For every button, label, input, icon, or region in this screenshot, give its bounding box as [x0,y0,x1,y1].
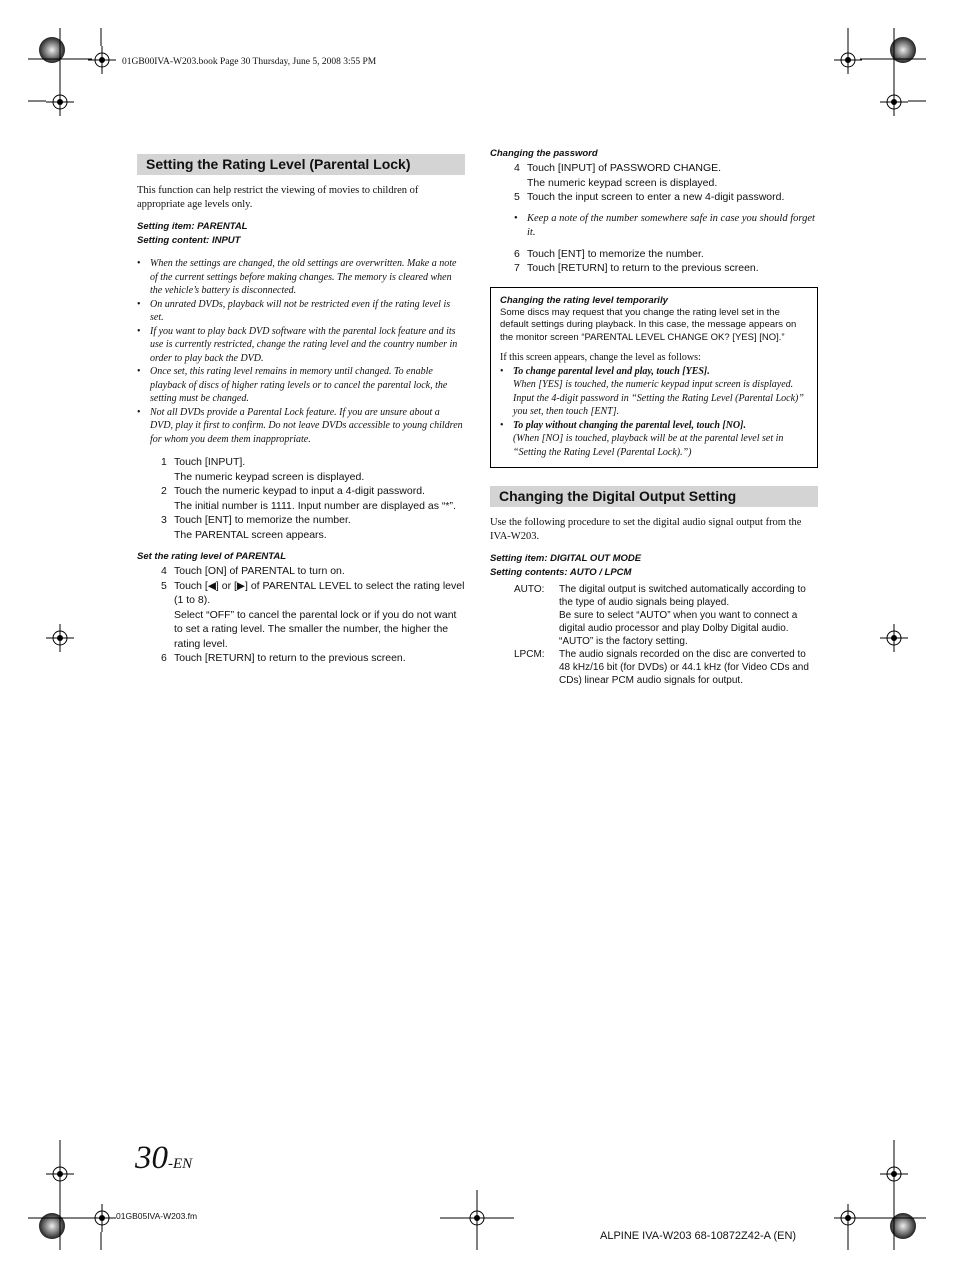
parental-setting-content: Setting content: INPUT [137,235,241,246]
step-number: 2 [161,485,167,497]
digital-setting-item: Setting item: DIGITAL OUT MODE [490,553,642,565]
step-item [490,247,818,262]
note-item: • If you want to play back DVD software with the parental lock feature and its use is currently restricted, change the rating level and the country number in order to play back the DVD. [137,325,465,366]
step-number: 3 [161,514,167,526]
no-option-title: To play without changing the parental level, touch [NO]. [513,419,746,431]
right-column [490,147,818,687]
option-desc-line: The audio signals recorded on the disc are converted to 48 kHz/16 bit (for DVDs) or 44.1 kHz (for Video CDs and CDs) linear PCM audio signals for output. [559,649,809,687]
step-text: Touch [ON] of PARENTAL to turn on. [174,565,345,577]
step-number: 5 [514,191,520,203]
step-number: 7 [514,262,520,274]
step-number: 1 [161,456,167,468]
step-subtext: The initial number is 1111. Input number are displayed as “*”. [174,499,456,512]
option-desc [559,583,818,648]
step-number: 4 [161,565,167,577]
step-item [137,455,465,484]
step-text: Touch [INPUT]. [174,456,246,468]
yes-option-text: When [YES] is touched, the numeric keypad input screen is displayed. Input the 4-digit password in “Setting the Rating Level (Parental Lock)” you set, then touch [ENT]. [513,379,804,418]
step-text: Touch [ENT] to memorize the number. [174,514,351,526]
step-number: 6 [514,247,520,260]
no-option-text: (When [NO] is touched, playback will be at the parental level set in “Setting the Rating Level (Parental Lock).”) [513,433,784,458]
step-text: Touch the input screen to enter a new 4-digit password. [527,191,785,203]
parental-setting-item: Setting item: PARENTAL [137,221,248,232]
temp-box-title: Changing the rating level temporarily [500,294,668,306]
temporary-change-box [490,287,818,469]
temp-box-text: Some discs may request that you change the rating level set in the default settings during playback. In this case, the message appears on the monitor screen “PARENTAL LEVEL CHANGE OK? [YES] [NO].” [500,306,797,343]
step-item [137,484,465,513]
option-term: AUTO: [514,584,545,596]
step-number: 6 [161,652,167,664]
option-row-lpcm [490,648,818,687]
step-text: Touch [◀] or [▶] of PARENTAL LEVEL to select the rating level (1 to 8). [174,579,465,606]
parental-steps-input [137,455,465,542]
starburst-icon [39,1213,65,1239]
step-number: 5 [161,579,167,592]
password-subhead: Changing the password [490,148,598,159]
note-item: • Not all DVDs provide a Parental Lock feature. If you are unsure about a DVD, play it first to confirm. Do not leave DVDs accessible to young children for whom you deem them inappropriate. [137,406,465,447]
note-item: • Once set, this rating level remains in memory until changed. To enable playback of discs of higher rating levels or to cancel the parental lock, the setting must be changed. [137,365,465,406]
left-column [137,154,465,666]
footer-model-code: ALPINE IVA-W203 68-10872Z42-A (EN) [600,1230,797,1242]
password-steps-a [490,161,818,205]
page-number-suffix: -EN [168,1156,193,1172]
digital-options [490,583,818,687]
step-subtext: The PARENTAL screen appears. [174,528,327,541]
page-number [135,1140,192,1177]
note-item: • When the settings are changed, the old settings are overwritten. Make a note of the current settings before making changes. The memory is cleared when the vehicle’s battery is disconnected. [137,257,465,298]
book-header-info: 01GB00IVA-W203.book Page 30 Thursday, June 5, 2008 3:55 PM [122,57,377,67]
option-desc-line: Be sure to select “AUTO” when you want to connect a digital audio processor and play Dolby Digital audio. “AUTO” is the factory setting. [559,610,798,648]
step-text: Touch [INPUT] of PASSWORD CHANGE. [527,162,722,174]
step-text: Touch [RETURN] to return to the previous screen. [174,652,406,664]
no-option [500,419,808,460]
section-heading-digital: Changing the Digital Output Setting [490,486,818,507]
password-note: • Keep a note of the number somewhere safe in case you should forget it. [490,212,818,240]
section-heading-parental: Setting the Rating Level (Parental Lock) [137,154,465,175]
password-steps-b [490,247,818,276]
step-item [137,651,465,666]
step-item [137,579,465,652]
option-term: LPCM: [514,649,545,661]
option-desc-line: The digital output is switched automatically according to the type of audio signals being played. [559,584,806,609]
yes-option-title: To change parental level and play, touch [YES]. [513,365,710,377]
option-row-auto [490,583,818,648]
option-desc [559,648,818,687]
yes-option [500,365,808,419]
parental-notes [137,257,465,446]
step-item [490,161,818,190]
step-subtext: The numeric keypad screen is displayed. [527,176,718,189]
step-text: Touch [ENT] to memorize the number. [527,247,704,260]
digital-intro: Use the following procedure to set the digital audio signal output from the IVA-W203. [490,517,802,543]
digital-setting-contents: Setting contents: AUTO / LPCM [490,567,632,579]
note-item: • On unrated DVDs, playback will not be restricted even if the rating level is set. [137,298,465,325]
step-item [137,513,465,542]
step-number: 4 [514,162,520,174]
parental-steps-rating [137,564,465,666]
step-item [490,190,818,205]
footer-file-name: 01GB05IVA-W203.fm [116,1211,198,1221]
temp-box-lead: If this screen appears, change the level as follows: [500,352,701,364]
step-text: Touch [RETURN] to return to the previous screen. [527,262,759,274]
step-text: Touch the numeric keypad to input a 4-digit password. [174,485,425,497]
rating-level-subhead: Set the rating level of PARENTAL [137,551,287,562]
page-number-value: 30 [135,1140,168,1176]
step-item [137,564,465,579]
step-subtext: Select “OFF” to cancel the parental lock or if you do not want to set a rating level. The smaller the number, the higher the rating level. [174,608,457,650]
step-subtext: The numeric keypad screen is displayed. [174,470,365,483]
parental-intro: This function can help restrict the viewing of movies to children of appropriate age levels only. [137,185,419,210]
step-item [490,261,818,276]
